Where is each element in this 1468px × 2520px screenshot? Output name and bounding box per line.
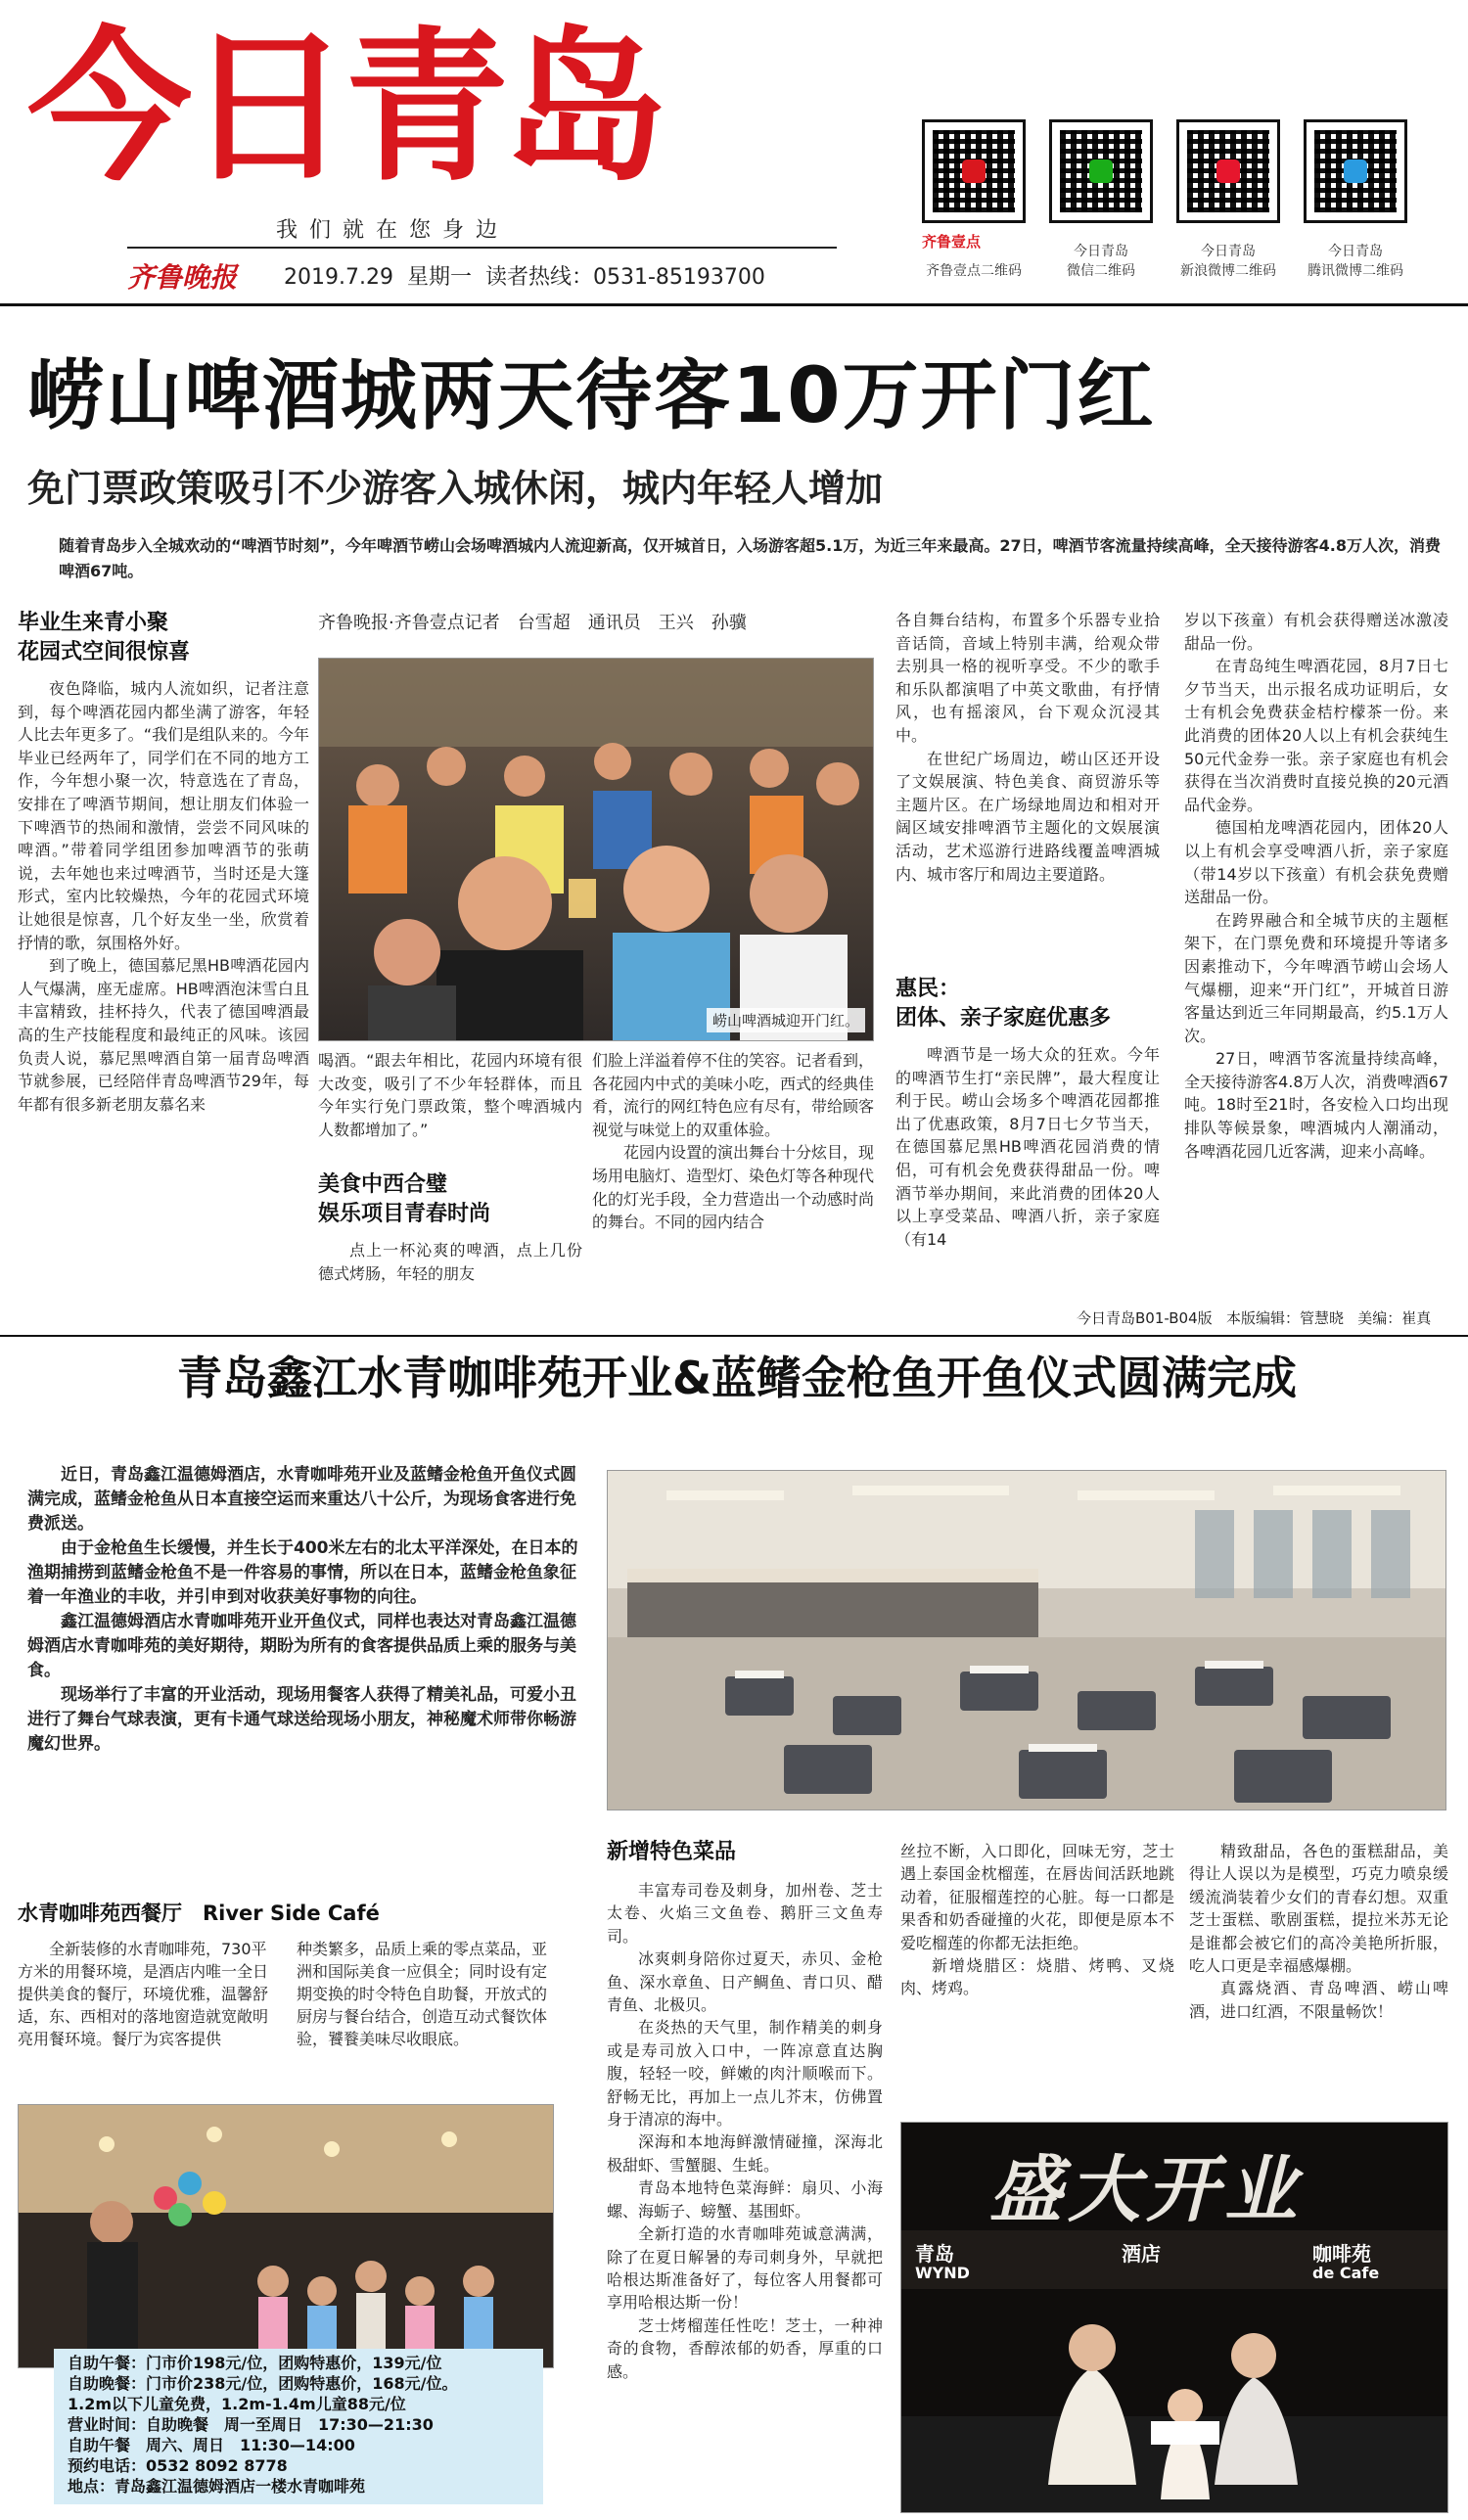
paragraph: 精致甜品，各色的蛋糕甜品，美得让人误以为是模型，巧克力喷泉缓缓流淌装着少女们的青春幻想。双重芝士蛋糕、歌剧蛋糕，提拉米苏无论是谁都会被它们的高冷美艳所折服，吃人口更是幸福感爆棚。 bbox=[1189, 1842, 1448, 1976]
article-column-5 bbox=[1184, 609, 1448, 1290]
grand-opening-calligraphy: 盛大开业 bbox=[989, 2148, 1303, 2232]
section-title-line: 美食中西合璧 bbox=[318, 1172, 448, 1197]
stage-banner-text: 酒店 bbox=[1122, 2242, 1161, 2266]
beer-festival-photo bbox=[318, 658, 874, 1041]
section-heading-graduates bbox=[18, 609, 311, 667]
section-title-line: 花园式空间很惊喜 bbox=[18, 640, 191, 664]
paragraph: 现场举行了丰富的开业活动，现场用餐客人获得了精美礼品，可爱小丑进行了舞台气球表演，更有卡通气球送给现场小朋友，神秘魔术师带你畅游魔幻世界。 bbox=[27, 1685, 576, 1754]
article-headline: 崂山啤酒城两天待客10万开门红 bbox=[27, 352, 1156, 440]
article-column-2b bbox=[318, 1239, 582, 1290]
paragraph: 种类繁多，品质上乘的零点菜品，亚洲和国际美食一应俱全；同时设有定期变换的时令特色自助餐，开放式的厨房与餐台结合，创造互动式餐饮体验，饕餮美味尽收眼底。 bbox=[297, 1940, 548, 2048]
restaurant-illustration bbox=[608, 1471, 1446, 1810]
restaurant-interior-photo bbox=[607, 1470, 1446, 1810]
stage-banner-english: WYND bbox=[915, 2264, 970, 2282]
paragraph: 夜色降临，城内人流如织，记者注意到，每个啤酒花园内都坐满了游客，年轻人比去年更多了。“我们是组队来的。今年毕业已经两年了，同学们在不同的地方工作，今年想小聚一次，特意选在了青岛，安排在了啤酒节期间，想让朋友们体验一下啤酒节的热闹和激情，尝尝不同风味的啤酒。”带着同学组团参加啤酒节的张萌说，去年她也来过啤酒节，当时还是大篷形式，室内比较燥热，今年的花园式环境让她很是惊喜，几个好友坐一坐，欣赏着抒情的歌，氛围格外好。 bbox=[18, 679, 309, 952]
qr-label: 齐鲁壹点二维码 bbox=[926, 263, 1022, 279]
advert-intro bbox=[27, 1463, 585, 1884]
photo-caption: 崂山啤酒城迎开门红。 bbox=[707, 1008, 865, 1032]
qr-label: 今日青岛 bbox=[1328, 244, 1383, 259]
section-title-line: 团体、亲子家庭优惠多 bbox=[895, 1006, 1112, 1031]
masthead-rule bbox=[0, 303, 1468, 306]
article-column-3 bbox=[592, 1049, 874, 1290]
paragraph: 由于金枪鱼生长缓慢，并生长于400米左右的北太平洋深处，在日本的渔期捕捞到蓝鳍金枪鱼不是一件容易的事情，所以在日本，蓝鳍金枪鱼象征着一年渔业的丰收，并引申到对收获美好事物的向往。 bbox=[27, 1538, 578, 1607]
advert-headline: 青岛鑫江水青咖啡苑开业&蓝鳍金枪鱼开鱼仪式圆满完成 bbox=[176, 1352, 1298, 1404]
paragraph: 真露烧酒、青岛啤酒、崂山啤酒，进口红酒，不限量畅饮！ bbox=[1189, 1979, 1448, 2021]
section-heading-discounts bbox=[895, 975, 1160, 1033]
qr-code-sina-weibo[interactable] bbox=[1176, 119, 1280, 223]
dateline bbox=[284, 260, 765, 291]
issue-weekday: 星期一 bbox=[406, 265, 472, 290]
restaurant-description-1 bbox=[18, 1938, 277, 2096]
paragraph: 鑫江温德姆酒店水青咖啡苑开业开鱼仪式，同样也表达对青岛鑫江温德姆酒店水青咖啡苑的美好期待，期盼为所有的食客提供品质上乘的服务与美食。 bbox=[27, 1612, 576, 1680]
qr-code-qilu[interactable] bbox=[922, 119, 1026, 223]
paragraph: 丰富寿司卷及刺身，加州卷、芝士太卷、火焰三文鱼卷、鹅肝三文鱼寿司。 bbox=[607, 1881, 883, 1946]
info-text: 自助午餐 周六、周日 11:30—14:00 bbox=[68, 2436, 355, 2454]
booking-phone bbox=[68, 2455, 529, 2476]
info-line: 1.2m以下儿童免费，1.2m-1.4m儿童88元/位 bbox=[68, 2395, 406, 2413]
paragraph: 在世纪广场周边，崂山区还开设了文娱展演、特色美食、商贸游乐等主题片区。在广场绿地周边和相对开阔区域安排啤酒节主题化的文娱展演活动，艺术巡游行进路线覆盖啤酒城内、城市客厅和周边主要道路。 bbox=[895, 749, 1160, 884]
qr-code-tencent-weibo[interactable] bbox=[1304, 119, 1407, 223]
byline: 齐鲁晚报·齐鲁壹点记者 台雪超 通讯员 王兴 孙骥 bbox=[318, 613, 747, 633]
masthead-divider bbox=[127, 247, 837, 249]
issue-date: 2019.7.29 bbox=[284, 265, 393, 290]
paragraph: 们脸上洋溢着停不住的笑容。记者看到，各花园内中式的美味小吃，西式的经典佳肴，流行的网红特色应有尽有，带给顾客视觉与味觉上的双重体验。 bbox=[592, 1051, 874, 1139]
page-footer bbox=[1077, 1307, 1431, 1328]
dishes-column-1 bbox=[607, 1879, 883, 2515]
paragraph: 喝酒。“跟去年相比，花园内环境有很大改变，吸引了不少年轻群体，而且今年实行免门票政策，整个啤酒城内人数都增加了。” bbox=[318, 1051, 582, 1139]
article-lead: 随着青岛步入全城欢动的“啤酒节时刻”，今年啤酒节崂山会场啤酒城内人流迎新高，仅开城首日，入场游客超5.1万，为近三年来最高。27日，啤酒节客流量持续高峰，全天接待游客4.8万人次，消费啤酒67吨。 bbox=[59, 536, 1441, 580]
info-line: 自助晚餐：门市价238元/位，团购特惠价，168元/位。 bbox=[68, 2374, 458, 2393]
new-dishes-heading: 新增特色菜品 bbox=[607, 1840, 737, 1864]
qr-label: 腾讯微博二维码 bbox=[1307, 263, 1403, 279]
paragraph: 到了晚上，德国慕尼黑HB啤酒花园内人气爆满，座无虚席。HB啤酒泡沫雪白且丰富精致，挂杯持久，代表了德国啤酒最高的生产技能程度和最纯正的风味。该园负责人说，慕尼黑啤酒自第一届青岛啤酒节就参展，已经陪伴青岛啤酒节29年，每年都有很多新老朋友慕名来 bbox=[18, 956, 309, 1114]
section-heading-food bbox=[318, 1170, 582, 1229]
crowd-illustration bbox=[319, 659, 874, 1041]
paragraph: 在跨界融合和全城节庆的主题框架下，在门票免费和环境提升等诸多因素推动下，今年啤酒节崂山会场人气爆棚，迎来“开门红”，开城首日游客量达到近三年同期最高，约5.1万人次。 bbox=[1184, 910, 1448, 1045]
section-title-line: 惠民： bbox=[895, 977, 961, 1001]
paragraph: 深海和本地海鲜激情碰撞，深海北极甜虾、雪蟹腿、生蚝。 bbox=[607, 2132, 883, 2175]
paragraph: 全新装修的水青咖啡苑，730平方米的用餐环境，是酒店内唯一全日提供美食的餐厅，环境优雅，温馨舒适，东、西相对的落地窗造就宽敞明亮用餐环境。餐厅为宾客提供 bbox=[18, 1940, 269, 2048]
paragraph: 丝拉不断，入口即化，回味无穷，芝士遇上泰国金枕榴莲，在唇齿间活跃地跳动着，征服榴莲控的心脏。每一口都是果香和奶香碰撞的火花，即便是原本不爱吃榴莲的你都无法拒绝。 bbox=[900, 1842, 1174, 1952]
newspaper-logo: 今日青岛 bbox=[27, 12, 662, 204]
pricing-info-box bbox=[54, 2349, 543, 2504]
paragraph: 全新打造的水青咖啡苑诚意满满，除了在夏日解暑的寿司刺身外，早就把哈根达斯准备好了，每位客人用餐都可享用哈根达斯一份！ bbox=[607, 2224, 883, 2313]
paragraph: 啤酒节是一场大众的狂欢。今年的啤酒节生打“亲民牌”，最大程度让利于民。崂山会场多个啤酒花园都推出了优惠政策，8月7日七夕节当天，在德国慕尼黑HB啤酒花园消费的情侣，可有机会免费获得甜品一份。啤酒节举办期间，来此消费的团体20人以上享受菜品、啤酒八折，亲子家庭（有14 bbox=[895, 1045, 1160, 1249]
dishes-column-3 bbox=[1189, 1840, 1448, 2104]
paragraph: 27日，啤酒节客流量持续高峰，全天接待游客4.8万人次，消费啤酒67吨。18时至21时，各安检入口均出现排队等候景象，啤酒城内人潮涌动，各啤酒花园几近客满，迎来小高峰。 bbox=[1184, 1049, 1448, 1161]
qr-label: 新浪微博二维码 bbox=[1180, 263, 1276, 279]
info-line: 营业时间：自助晚餐 周一至周日 17:30—21:30 bbox=[68, 2415, 434, 2434]
paragraph: 岁以下孩童）有机会获得赠送冰激凌甜品一份。 bbox=[1184, 611, 1448, 653]
article-column-2 bbox=[318, 1049, 582, 1143]
stage-banner-text: 咖啡苑 bbox=[1312, 2242, 1371, 2266]
editor-info: 本版编辑：管慧晓 bbox=[1225, 1309, 1344, 1327]
paragraph: 冰爽刺身陪你过夏天，赤贝、金枪鱼、深水章鱼、日产鲷鱼、青口贝、醋青鱼、北极贝。 bbox=[607, 1949, 883, 2015]
article-column-4 bbox=[895, 609, 1160, 959]
paragraph: 芝士烤榴莲任性吃！芝士，一种神奇的食物，香醇浓郁的奶香，厚重的口感。 bbox=[607, 2315, 883, 2381]
opening-event-photo bbox=[18, 2104, 554, 2368]
qr-label: 微信二维码 bbox=[1067, 263, 1135, 279]
paragraph: 在青岛纯生啤酒花园，8月7日七夕节当天，出示报名成功证明后，女士有机会免费获金桔柠檬茶一份。来此消费的团体20人以上有机会获纯生50元代金券一张。亲子家庭也有机会获得在当次消费时直接兑换的20元酒品代金券。 bbox=[1184, 657, 1448, 814]
restaurant-heading: 水青咖啡苑西餐厅 River Side Café bbox=[18, 1901, 380, 1925]
brand-name: 齐鲁晚报 bbox=[127, 261, 238, 294]
qilu-badge: 齐鲁壹点 bbox=[922, 233, 982, 251]
opening-ceremony-photo bbox=[900, 2122, 1448, 2513]
paragraph: 各自舞台结构，布置多个乐器专业拾音话筒，音域上特别丰满，给观众带去别具一格的视听享受。不少的歌手和乐队都演唱了中英文歌曲，有抒情风，也有摇滚风，台下观众沉浸其中。 bbox=[895, 611, 1160, 745]
info-line: 自助午餐：门市价198元/位，团购特惠价，139元/位 bbox=[68, 2354, 442, 2372]
restaurant-description-2 bbox=[297, 1938, 556, 2096]
qr-label: 今日青岛 bbox=[1201, 244, 1256, 259]
article-subheadline: 免门票政策吸引不少游客入城休闲，城内年轻人增加 bbox=[27, 467, 884, 510]
paragraph: 花园内设置的演出舞台十分炫目，现场用电脑灯、造型灯、染色灯等各种现代化的灯光手段，全力营造出一个动感时尚的舞台。不同的园内结合 bbox=[592, 1143, 874, 1232]
info-line bbox=[68, 2435, 529, 2455]
stage-banner-text: 青岛 bbox=[915, 2242, 954, 2266]
article-column-1 bbox=[18, 677, 309, 1290]
reader-hotline: 读者热线：0531-85193700 bbox=[484, 265, 765, 290]
event-illustration bbox=[19, 2105, 554, 2368]
qr-label: 今日青岛 bbox=[1074, 244, 1128, 259]
paragraph: 近日，青岛鑫江温德姆酒店，水青咖啡苑开业及蓝鳍金枪鱼开鱼仪式圆满完成，蓝鳍金枪鱼从日本直接空运而来重达八十公斤，为现场食客进行免费派送。 bbox=[27, 1465, 576, 1534]
dishes-column-2 bbox=[900, 1840, 1174, 2104]
phone-number: 预约电话：0532 8092 8778 bbox=[68, 2456, 288, 2475]
article-column-4b bbox=[895, 1043, 1160, 1290]
location-line: 地点：青岛鑫江温德姆酒店一楼水青咖啡苑 bbox=[68, 2477, 366, 2496]
edition-info: 今日青岛B01-B04版 bbox=[1077, 1309, 1213, 1327]
paragraph: 新增烧腊区：烧腊、烤鸭、叉烧肉、烤鸡。 bbox=[900, 1956, 1174, 1998]
section-title-line: 娱乐项目青春时尚 bbox=[318, 1202, 491, 1226]
qr-code-wechat[interactable] bbox=[1049, 119, 1153, 223]
designer-info: 美编：崔真 bbox=[1357, 1309, 1432, 1327]
paragraph: 在炎热的天气里，制作精美的刺身或是寿司放入口中，一阵凉意直达胸腹，轻轻一咬，鲜嫩的肉汁顺喉而下。舒畅无比，再加上一点儿芥末，仿佛置身于清凉的海中。 bbox=[607, 2018, 883, 2130]
masthead-slogan: 我们就在您身边 bbox=[276, 218, 510, 243]
section-divider bbox=[0, 1335, 1468, 1337]
paragraph: 德国柏龙啤酒花园内，团体20人以上有机会享受啤酒八折，亲子家庭（带14岁以下孩童）有机会获免费赠送甜品一份。 bbox=[1184, 818, 1448, 907]
stage-banner-english: de Cafe bbox=[1312, 2264, 1380, 2282]
paragraph: 点上一杯沁爽的啤酒，点上几份德式烤肠，年轻的朋友 bbox=[318, 1241, 582, 1283]
paragraph: 青岛本地特色菜海鲜：扇贝、小海螺、海蛎子、螃蟹、基围虾。 bbox=[607, 2178, 883, 2221]
section-title-line: 毕业生来青小聚 bbox=[18, 611, 169, 635]
